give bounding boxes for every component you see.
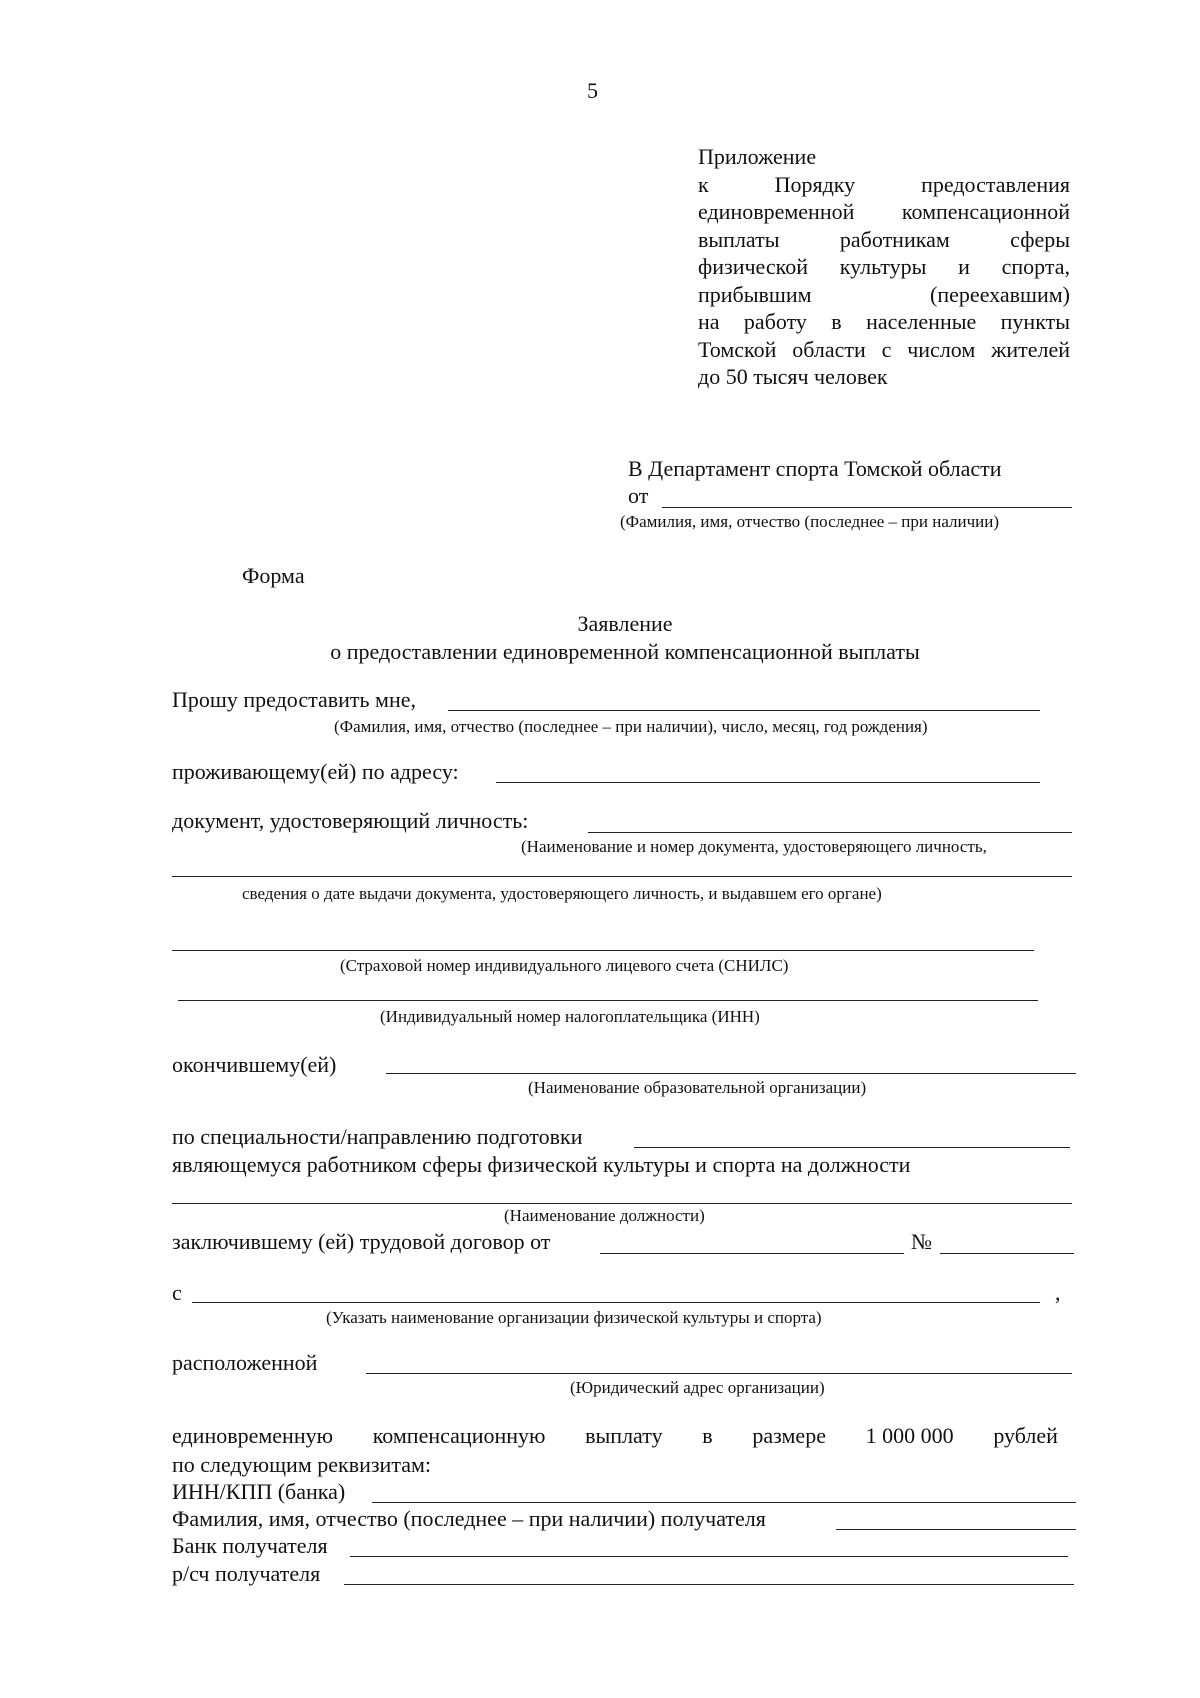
inn-kpp-label: ИНН/КПП (банка) <box>172 1479 346 1504</box>
inn-kpp-line[interactable] <box>372 1502 1076 1503</box>
form-label: Форма <box>242 563 305 588</box>
recipient-name-label: Фамилия, имя, отчество (последнее – при наличии) получателя <box>172 1506 766 1531</box>
addressee-from-label: от <box>628 483 649 508</box>
recipient-bank-label: Банк получателя <box>172 1533 328 1558</box>
legal-address-hint: (Юридический адрес организации) <box>570 1378 825 1397</box>
appendix-line: прибывшим (переехавшим) <box>698 281 1070 307</box>
document-subtitle: о предоставлении единовременной компенсационной выплаты <box>330 639 920 664</box>
page-number: 5 <box>587 78 598 103</box>
appendix-block <box>698 143 1070 391</box>
with-label: с <box>172 1280 182 1305</box>
specialty-line[interactable] <box>634 1147 1070 1148</box>
contract-date-line[interactable] <box>600 1253 904 1254</box>
legal-address-line[interactable] <box>366 1373 1072 1374</box>
payment-word: в <box>702 1423 713 1448</box>
payment-word: размере <box>752 1423 826 1448</box>
position-hint: (Наименование должности) <box>504 1206 705 1225</box>
document-title: Заявление <box>577 611 673 636</box>
payment-word: рублей <box>993 1423 1058 1448</box>
graduated-label: окончившему(ей) <box>172 1052 337 1077</box>
payment-amount: 1 000 000 <box>865 1423 954 1448</box>
payment-word: выплату <box>585 1423 663 1448</box>
employee-label: являющемуся работником сферы физической культуры и спорта на должности <box>172 1152 911 1177</box>
appendix-line: выплаты работникам сферы <box>698 226 1070 252</box>
appendix-line: единовременной компенсационной <box>698 199 1070 224</box>
id-doc-hint: (Наименование и номер документа, удостоверяющего личность, <box>521 837 987 856</box>
inn-line[interactable] <box>178 1000 1038 1001</box>
payment-word: компенсационную <box>372 1423 546 1448</box>
applicant-line[interactable] <box>448 710 1040 711</box>
position-line[interactable] <box>172 1203 1072 1204</box>
from-name-hint: (Фамилия, имя, отчество (последнее – при наличии) <box>620 512 1000 531</box>
request-label: Прошу предоставить мне, <box>172 687 416 712</box>
located-label: расположенной <box>172 1350 318 1375</box>
snils-line[interactable] <box>172 950 1034 951</box>
address-label: проживающему(ей) по адресу: <box>172 759 459 784</box>
address-line[interactable] <box>496 782 1040 783</box>
appendix-line: физической культуры и спорта, <box>698 254 1070 279</box>
requisites-label: по следующим реквизитам: <box>172 1452 432 1477</box>
contract-label: заключившему (ей) трудовой договор от <box>172 1229 551 1254</box>
recipient-name-line[interactable] <box>836 1529 1076 1530</box>
inn-hint: (Индивидуальный номер налогоплательщика (ИНН) <box>380 1007 760 1026</box>
specialty-label: по специальности/направлению подготовки <box>172 1124 583 1149</box>
applicant-hint: (Фамилия, имя, отчество (последнее – при наличии), число, месяц, год рождения) <box>334 717 928 736</box>
addressee-to: В Департамент спорта Томской области <box>628 456 1002 481</box>
payment-sentence <box>172 1423 1058 1449</box>
appendix-line: Приложение <box>698 144 817 169</box>
id-doc-hint-2: сведения о дате выдачи документа, удостоверяющего личность, и выдавшем его органе) <box>242 884 882 903</box>
from-name-line[interactable] <box>662 507 1072 508</box>
id-doc-line[interactable] <box>588 832 1072 833</box>
organization-hint: (Указать наименование организации физической культуры и спорта) <box>326 1308 822 1327</box>
appendix-line: до 50 тысяч человек <box>698 364 888 389</box>
appendix-line: Томской области с числом жителей <box>698 336 1070 362</box>
number-sign: № <box>911 1229 932 1254</box>
id-doc-label: документ, удостоверяющий личность: <box>172 808 529 833</box>
organization-line[interactable] <box>192 1302 1040 1303</box>
appendix-line: к Порядку предоставления <box>698 171 1070 197</box>
id-doc-line-2[interactable] <box>172 876 1072 877</box>
graduated-line[interactable] <box>386 1073 1076 1074</box>
contract-number-line[interactable] <box>940 1253 1074 1254</box>
payment-word: единовременную <box>172 1423 334 1448</box>
snils-hint: (Страховой номер индивидуального лицевого счета (СНИЛС) <box>340 956 789 975</box>
comma: , <box>1055 1280 1061 1305</box>
account-line[interactable] <box>344 1584 1074 1585</box>
appendix-line: на работу в населенные пункты <box>698 309 1070 334</box>
account-label: р/сч получателя <box>172 1561 321 1586</box>
graduated-hint: (Наименование образовательной организации) <box>528 1078 867 1097</box>
recipient-bank-line[interactable] <box>350 1556 1068 1557</box>
